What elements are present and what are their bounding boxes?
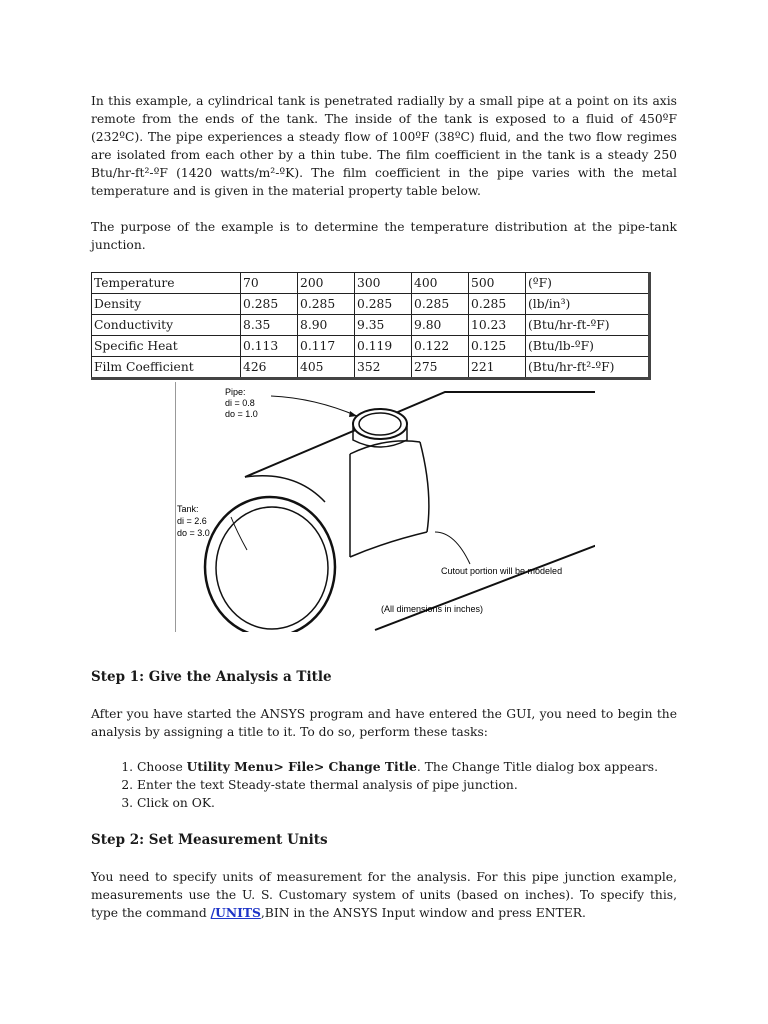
pipe-label: Pipe: <box>225 387 246 397</box>
step1-item-2: 2. Enter the text Steady-state thermal analysis of pipe junction. <box>137 776 723 794</box>
property-name-cell: Temperature <box>92 273 241 294</box>
property-name-cell: Specific Heat <box>92 336 241 357</box>
pipe-tank-figure <box>175 382 595 632</box>
property-value-cell: 0.285 <box>298 294 355 315</box>
cutout-label: Cutout portion will be modeled <box>441 566 563 576</box>
property-value-cell: 300 <box>355 273 412 294</box>
intro-paragraph: In this example, a cylindrical tank is penetrated radially by a small pipe at a point on its axis remote from the ends of the tank. The inside of the tank is exposed to a fluid of 450ºF (232ºC). The pipe experiences a steady flow of 100ºF (38ºC) fluid, and the two flow regimes are isolated from each other by a thin tube. The film coefficient in the tank is a steady 250 Btu/hr-ft²-ºF (1420 watts/m²-ºK). The film coefficient in the pipe varies with the metal temperature and is given in the material property table below. <box>91 94 677 198</box>
purpose-paragraph: The purpose of the example is to determine the temperature distribution at the pipe-tank junction. <box>91 220 677 252</box>
property-value-cell: 275 <box>412 357 469 379</box>
property-value-cell: 0.113 <box>241 336 298 357</box>
property-value-cell: 221 <box>469 357 526 379</box>
property-value-cell: 500 <box>469 273 526 294</box>
property-unit-cell: (Btu/hr-ft²-ºF) <box>526 357 650 379</box>
pipe-tank-diagram <box>175 382 595 632</box>
property-value-cell: 0.285 <box>412 294 469 315</box>
table-row <box>92 273 650 294</box>
step1-item-3: 3. Click on OK. <box>137 794 723 812</box>
tank-leader <box>231 517 247 550</box>
property-value-cell: 0.125 <box>469 336 526 357</box>
property-value-cell: 0.285 <box>355 294 412 315</box>
property-name-cell: Conductivity <box>92 315 241 336</box>
document-page <box>91 92 677 920</box>
dimensions-note: (All dimensions in inches) <box>381 604 484 614</box>
property-value-cell: 0.119 <box>355 336 412 357</box>
property-unit-cell: (Btu/hr-ft-ºF) <box>526 315 650 336</box>
property-value-cell: 9.35 <box>355 315 412 336</box>
tank-do-label: do = 3.0 <box>177 528 210 538</box>
step1-paragraph: After you have started the ANSYS program and have entered the GUI, you need to begin the analysis by assigning a title to it. To do so, perform these tasks: <box>91 707 677 739</box>
property-value-cell: 10.23 <box>469 315 526 336</box>
step1-task-list <box>91 758 723 812</box>
tank-di-label: di = 2.6 <box>177 516 207 526</box>
tank-outer-end <box>205 497 335 632</box>
property-unit-cell: (ºF) <box>526 273 650 294</box>
step2-paragraph: You need to specify units of measurement for the analysis. For this pipe junction example, measurements use the U. S. Customary system of units (based on inches). To specify this, type the command /UNITS,BIN in the ANSYS Input window and press ENTER. <box>91 870 677 920</box>
property-value-cell: 8.35 <box>241 315 298 336</box>
property-value-cell: 200 <box>298 273 355 294</box>
pipe-leader <box>271 396 357 416</box>
table-row <box>92 315 650 336</box>
tank-inner-end <box>216 507 328 629</box>
property-value-cell: 0.117 <box>298 336 355 357</box>
property-value-cell: 400 <box>412 273 469 294</box>
property-value-cell: 426 <box>241 357 298 379</box>
units-command-link[interactable]: /UNITS <box>210 905 261 920</box>
property-value-cell: 0.285 <box>241 294 298 315</box>
step2-heading: Step 2: Set Measurement Units <box>91 832 328 848</box>
property-value-cell: 352 <box>355 357 412 379</box>
property-unit-cell: (lb/in³) <box>526 294 650 315</box>
table-row <box>92 357 650 379</box>
step1-item-1: 1. Choose Utility Menu> File> Change Title. The Change Title dialog box appears. <box>137 758 723 776</box>
property-value-cell: 405 <box>298 357 355 379</box>
step1-heading: Step 1: Give the Analysis a Title <box>91 669 332 685</box>
tank-label: Tank: <box>177 504 199 514</box>
property-value-cell: 0.122 <box>412 336 469 357</box>
property-value-cell: 0.285 <box>469 294 526 315</box>
property-name-cell: Film Coefficient <box>92 357 241 379</box>
property-name-cell: Density <box>92 294 241 315</box>
property-value-cell: 70 <box>241 273 298 294</box>
table-row <box>92 336 650 357</box>
pipe-di-label: di = 0.8 <box>225 398 255 408</box>
property-value-cell: 9.80 <box>412 315 469 336</box>
cutout-band <box>350 442 429 557</box>
pipe-do-label: do = 1.0 <box>225 409 258 419</box>
tank-outline <box>245 392 595 630</box>
property-unit-cell: (Btu/lb-ºF) <box>526 336 650 357</box>
cutout-leader <box>435 532 470 564</box>
property-value-cell: 8.90 <box>298 315 355 336</box>
table-row <box>92 294 650 315</box>
material-property-table <box>91 272 651 380</box>
